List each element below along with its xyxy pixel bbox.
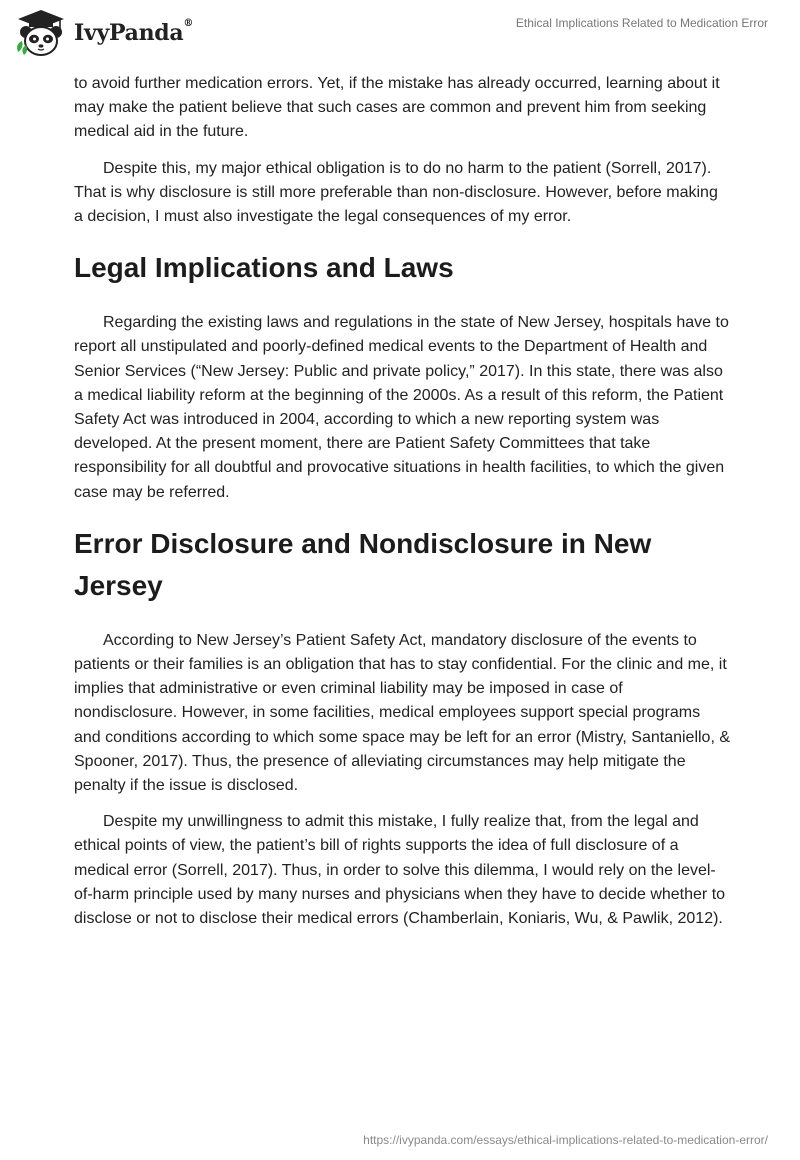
brand-name: IvyPanda® [74, 18, 194, 46]
section-heading: Error Disclosure and Nondisclosure in New Jersey [74, 527, 652, 601]
paragraph: Despite my unwillingness to admit this mistake, I fully realize that, from the legal and ethical points of view, the patient’s bill of rights supports the idea of full disclosure of a medical error (Sorrell, 2017). Thus, in order to solve this dilemma, I would rely on the level-of-harm principle used by many nurses and physicians when they have to decide whether to disclose or not to disclose their medical errors (Chamberlain, Koniaris, Wu, & Pawlik, 2012). [74, 813, 726, 928]
paragraph: According to New Jersey’s Patient Safety Act, mandatory disclosure of the events to patients or their families is an obligation that has to stay confidential. For the clinic and me, it implies that administrative or even criminal liability may be imposed in case of nondisclosure. However, in some facilities, medical employees support special programs and conditions according to which some space may be left for an error (Mistry, Santaniello, & Spooner, 2017). Thus, the presence of alleviating circumstances may help mitigate the penalty if the issue is disclosed. [74, 631, 731, 795]
paragraph: Despite this, my major ethical obligation is to do no harm to the patient (Sorrell, 2017). That is why disclosure is still more preferable than non-disclosure. However, before making a decision, I must also investigate the legal consequences of my error. [74, 159, 718, 226]
panda-graduate-icon [14, 8, 68, 58]
section-heading: Legal Implications and Laws [74, 252, 454, 284]
ivypanda-logo[interactable] [14, 8, 193, 58]
page-header [0, 0, 800, 70]
essay-body [74, 72, 730, 943]
source-url[interactable]: https://ivypanda.com/essays/ethical-implications-related-to-medication-error/ [363, 1133, 768, 1147]
paragraph: Regarding the existing laws and regulations in the state of New Jersey, hospitals have to report all unstipulated and poorly-defined medical events to the Department of Health and Senior Services (“New Jersey: Public and private policy,” 2017). In this state, there was also a medical liability reform at the beginning of the 2000s. As a result of this reform, the Patient Safety Act was introduced in 2004, according to which a new reporting system was developed. At the present moment, there are Patient Safety Committees that take responsibility for all doubtful and provocative situations in health facilities, to which the given case may be referred. [74, 314, 729, 501]
document-title: Ethical Implications Related to Medication Error [515, 16, 768, 30]
paragraph: to avoid further medication errors. Yet, if the mistake has already occurred, learning about it may make the patient believe that such cases are common and prevent him from seeking medical aid in the future. [74, 75, 720, 141]
